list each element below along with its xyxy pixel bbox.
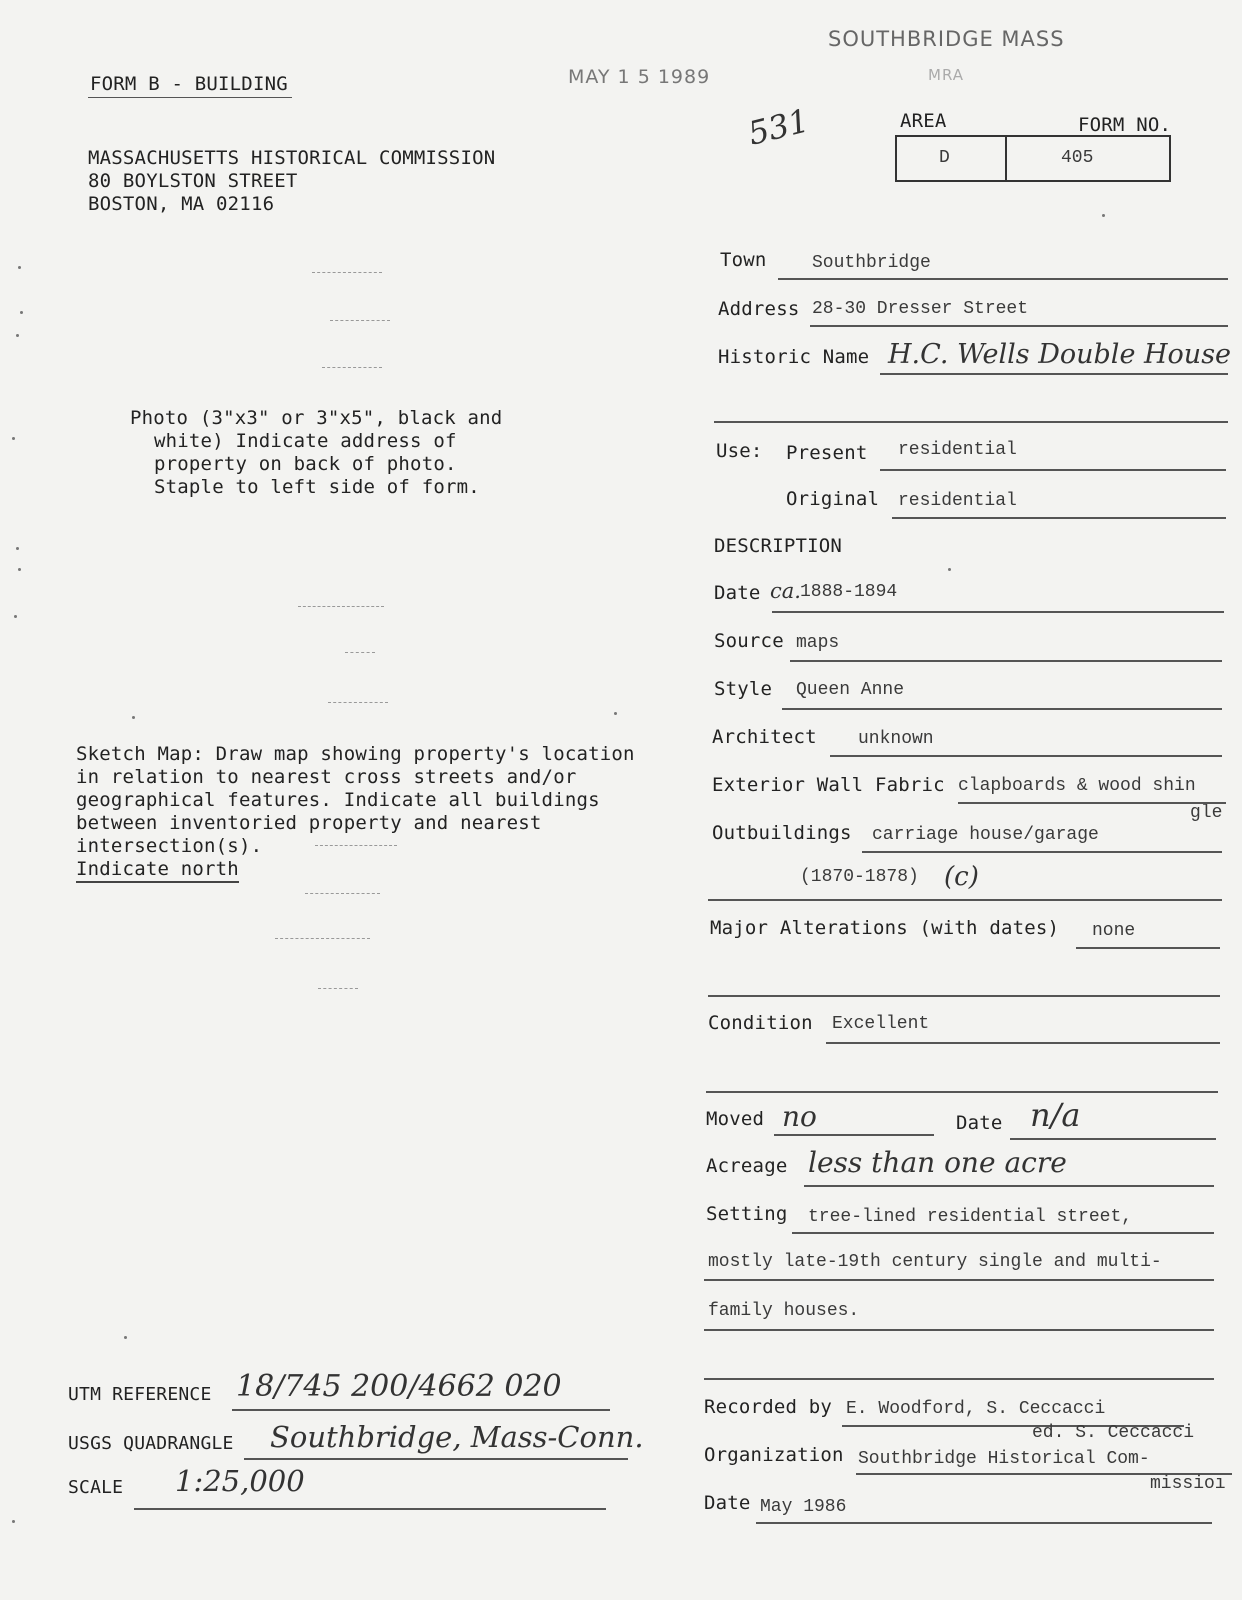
setting-line-2 bbox=[704, 1279, 1214, 1281]
received-stamp-sub: MRA bbox=[928, 66, 965, 84]
condition-line-2 bbox=[706, 1091, 1218, 1093]
sketch-instruction-line: in relation to nearest cross streets and/or bbox=[76, 766, 577, 788]
condition-value: Excellent bbox=[832, 1014, 930, 1034]
scan-speck bbox=[20, 311, 23, 314]
recorded-date-line bbox=[756, 1522, 1212, 1524]
address-line bbox=[810, 325, 1228, 327]
acreage-value: less than one acre bbox=[808, 1146, 1067, 1179]
setting-line-text: mostly late-19th century single and multi- bbox=[708, 1252, 1162, 1272]
wall-fabric-line bbox=[958, 802, 1226, 804]
address-value: 28-30 Dresser Street bbox=[812, 299, 1029, 319]
scan-speck bbox=[1102, 214, 1105, 217]
area-label: AREA bbox=[900, 110, 947, 132]
moved-date-line bbox=[1010, 1138, 1216, 1140]
historic-name-line-2 bbox=[714, 421, 1228, 423]
setting-line-4 bbox=[704, 1378, 1214, 1380]
moved-label: Moved bbox=[706, 1108, 765, 1130]
recorded-by-label: Recorded by bbox=[704, 1396, 833, 1418]
historic-name-line bbox=[880, 373, 1228, 375]
photo-corner-mark bbox=[330, 320, 390, 321]
date-value: 1888-1894 bbox=[800, 582, 898, 602]
form-title-underline bbox=[88, 97, 292, 98]
alterations-value: none bbox=[1092, 921, 1136, 941]
scan-speck bbox=[132, 716, 135, 719]
scan-speck bbox=[18, 568, 21, 571]
organization-label: Organization bbox=[704, 1444, 844, 1466]
commission-city: BOSTON, MA 02116 bbox=[88, 193, 275, 215]
recorded-date-label: Date bbox=[704, 1492, 751, 1514]
organization-value: Southbridge Historical Com- bbox=[858, 1449, 1150, 1469]
sketch-instruction-line: intersection(s). bbox=[76, 835, 263, 857]
scan-speck bbox=[614, 712, 617, 715]
address-label: Address bbox=[718, 298, 800, 320]
moved-line bbox=[774, 1134, 934, 1136]
style-line bbox=[782, 708, 1222, 710]
box-divider bbox=[1005, 137, 1007, 180]
original-line bbox=[892, 517, 1226, 519]
utm-value: 18/745 200/4662 020 bbox=[236, 1369, 562, 1404]
description-heading: DESCRIPTION bbox=[714, 535, 843, 557]
commission-name: MASSACHUSETTS HISTORICAL COMMISSION bbox=[88, 147, 496, 169]
architect-line bbox=[830, 755, 1222, 757]
date-label: Date bbox=[714, 582, 761, 604]
town-value: Southbridge bbox=[812, 253, 931, 273]
scale-label: SCALE bbox=[68, 1477, 124, 1498]
moved-date-value: n/a bbox=[1030, 1096, 1081, 1134]
source-value: maps bbox=[796, 633, 840, 653]
usgs-value: Southbridge, Mass-Conn. bbox=[270, 1420, 644, 1454]
recorded-by-editor: ed. S. Ceccacci bbox=[1032, 1423, 1195, 1443]
historic-name-label: Historic Name bbox=[718, 346, 870, 368]
historic-name-value: H.C. Wells Double House bbox=[888, 339, 1232, 370]
original-value: residential bbox=[898, 491, 1017, 511]
organization-value-cont: missioı bbox=[1150, 1474, 1226, 1494]
photo-corner-mark bbox=[298, 606, 384, 607]
use-label: Use: bbox=[716, 440, 763, 462]
scale-value: 1:25,000 bbox=[175, 1464, 305, 1498]
source-line bbox=[790, 660, 1222, 662]
area-value: D bbox=[939, 148, 950, 168]
wall-fabric-value: clapboards & wood shin bbox=[958, 776, 1196, 796]
photo-instructions bbox=[130, 407, 502, 499]
recorded-date-value: May 1986 bbox=[760, 1497, 847, 1517]
outbuildings-line bbox=[862, 851, 1222, 853]
alterations-line bbox=[1076, 947, 1220, 949]
outbuildings-value: carriage house/garage bbox=[872, 825, 1099, 845]
form-no-label: FORM NO. bbox=[1078, 114, 1172, 136]
form-title: FORM B - BUILDING bbox=[90, 73, 288, 95]
indicate-north: Indicate north bbox=[76, 858, 239, 883]
source-label: Source bbox=[714, 630, 784, 652]
received-stamp-date: MAY 1 5 1989 bbox=[568, 66, 711, 88]
area-form-no-box bbox=[895, 135, 1171, 182]
outbuildings-line-2 bbox=[708, 899, 1222, 901]
setting-label: Setting bbox=[706, 1203, 788, 1225]
outbuildings-mark: (c) bbox=[944, 862, 979, 892]
photo-instruction-line: Photo (3"x3" or 3"x5", black and bbox=[130, 407, 503, 429]
photo-instruction-line: property on back of photo. bbox=[154, 453, 457, 475]
sketch-instruction-line: between inventoried property and nearest bbox=[76, 812, 542, 834]
sketch-instruction-line: Sketch Map: Draw map showing property's location bbox=[76, 743, 635, 765]
scale-line bbox=[134, 1508, 606, 1510]
town-line bbox=[778, 278, 1228, 280]
sketch-instructions bbox=[76, 743, 635, 883]
setting-line-text: tree-lined residential street, bbox=[808, 1207, 1133, 1227]
outbuildings-date: (1870-1878) bbox=[800, 867, 919, 887]
original-label: Original bbox=[786, 488, 880, 510]
photo-instruction-line: white) Indicate address of bbox=[154, 430, 457, 452]
sketch-instruction-line: geographical features. Indicate all buildings bbox=[76, 789, 600, 811]
setting-line-3 bbox=[704, 1329, 1214, 1331]
map-corner-mark bbox=[318, 988, 358, 989]
style-value: Queen Anne bbox=[796, 680, 905, 700]
moved-value: no bbox=[782, 1100, 817, 1133]
moved-date-label: Date bbox=[956, 1112, 1003, 1134]
recorded-by-value: E. Woodford, S. Ceccacci bbox=[846, 1399, 1106, 1419]
acreage-label: Acreage bbox=[706, 1155, 788, 1177]
utm-line bbox=[232, 1409, 610, 1411]
present-line bbox=[880, 469, 1226, 471]
photo-corner-mark bbox=[322, 367, 382, 368]
scan-speck bbox=[124, 1336, 127, 1339]
present-value: residential bbox=[898, 440, 1017, 460]
outbuildings-label: Outbuildings bbox=[712, 822, 852, 844]
date-line bbox=[772, 611, 1224, 613]
scan-speck bbox=[16, 547, 19, 550]
town-label: Town bbox=[720, 249, 767, 271]
scan-speck bbox=[948, 568, 951, 571]
scan-speck bbox=[12, 1520, 15, 1523]
utm-label: UTM REFERENCE bbox=[68, 1384, 212, 1405]
condition-label: Condition bbox=[708, 1012, 813, 1034]
photo-instruction-line: Staple to left side of form. bbox=[154, 476, 480, 498]
setting-line-text: family houses. bbox=[708, 1301, 860, 1321]
photo-corner-mark bbox=[328, 702, 388, 703]
map-corner-mark bbox=[275, 938, 370, 939]
scan-speck bbox=[16, 334, 19, 337]
map-corner-mark bbox=[315, 845, 397, 846]
acreage-line bbox=[804, 1185, 1214, 1187]
photo-corner-mark bbox=[345, 652, 375, 653]
style-label: Style bbox=[714, 678, 773, 700]
commission-address bbox=[88, 147, 495, 216]
received-stamp-location: SOUTHBRIDGE MASS bbox=[828, 27, 1065, 51]
condition-line bbox=[826, 1042, 1220, 1044]
date-prefix: ca. bbox=[770, 579, 801, 603]
commission-street: 80 BOYLSTON STREET bbox=[88, 170, 298, 192]
present-label: Present bbox=[786, 442, 868, 464]
alterations-label: Major Alterations (with dates) bbox=[710, 917, 1060, 939]
architect-value: unknown bbox=[858, 729, 934, 749]
setting-line bbox=[792, 1232, 1214, 1234]
usgs-line bbox=[244, 1458, 628, 1460]
wall-fabric-label: Exterior Wall Fabric bbox=[712, 774, 945, 796]
wall-fabric-value-cont: gle bbox=[1190, 803, 1223, 823]
usgs-label: USGS QUADRANGLE bbox=[68, 1433, 234, 1454]
scan-speck bbox=[18, 266, 21, 269]
handwritten-file-number: 531 bbox=[744, 101, 813, 153]
map-corner-mark bbox=[305, 893, 380, 894]
form-no-value: 405 bbox=[1061, 148, 1094, 168]
scan-speck bbox=[14, 615, 17, 618]
photo-corner-mark bbox=[312, 272, 382, 273]
alterations-line-2 bbox=[708, 995, 1220, 997]
scan-speck bbox=[12, 437, 15, 440]
architect-label: Architect bbox=[712, 726, 817, 748]
